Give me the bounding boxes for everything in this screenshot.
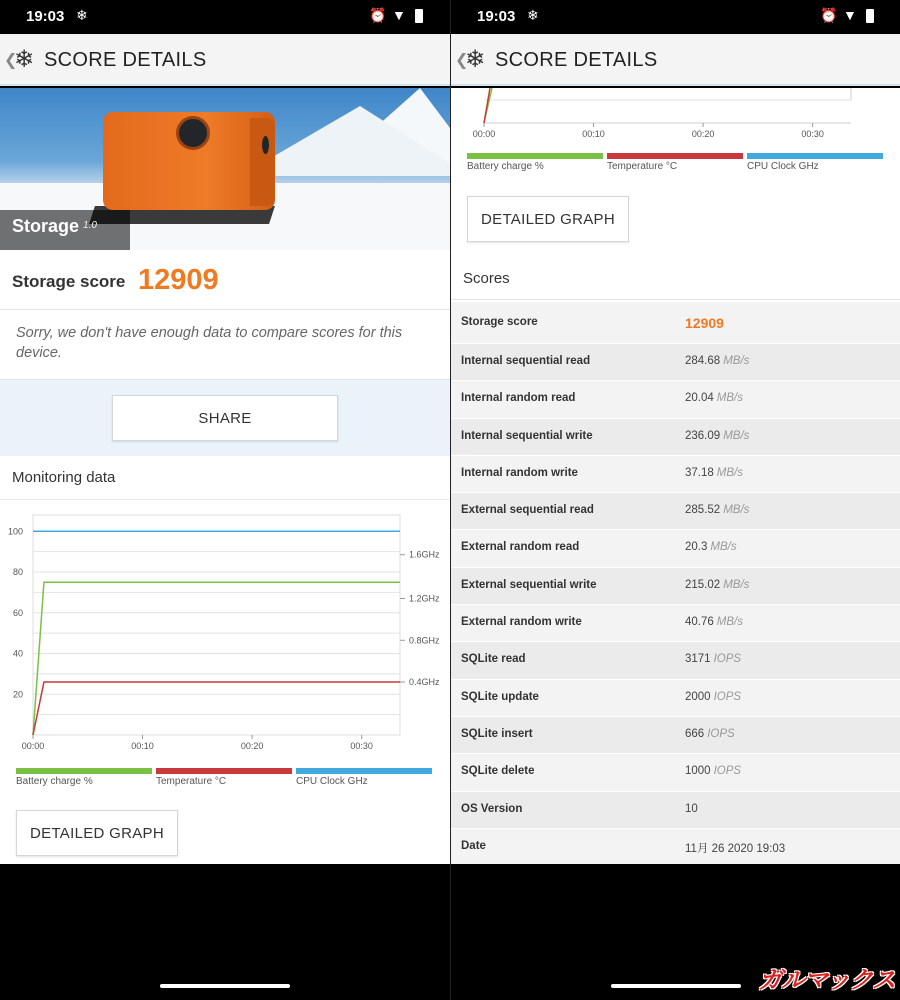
wifi-icon: ▼ <box>843 7 857 23</box>
snowflake-icon: ❄ <box>76 7 88 23</box>
share-button[interactable]: SHARE <box>112 395 338 441</box>
legend-swatch <box>296 768 432 774</box>
legend-item <box>607 153 743 172</box>
legend-item <box>296 768 432 787</box>
legend-item <box>16 768 152 787</box>
app-bar <box>451 34 900 86</box>
score-row <box>451 717 900 754</box>
score-row-unit: IOPS <box>713 765 742 778</box>
score-row-value: 20.3 MB/s <box>685 541 737 554</box>
score-row-unit: MB/s <box>710 541 737 554</box>
score-row-unit: MB/s <box>723 578 750 591</box>
score-row-label: Internal random read <box>461 392 576 405</box>
score-row <box>451 754 900 791</box>
y2-tick-label: 0.8GHz <box>409 635 440 646</box>
legend-swatch <box>607 153 743 159</box>
score-row-unit: MB/s <box>716 616 743 629</box>
scores-header <box>451 256 900 300</box>
x-tick-label: 00:20 <box>240 741 264 751</box>
score-row <box>451 493 900 530</box>
score-row-label: SQLite delete <box>461 765 535 778</box>
back-chevron-icon[interactable]: ❮ <box>455 52 469 69</box>
snowflake-logo-icon: ❄ <box>14 46 35 73</box>
score-row-label: SQLite read <box>461 653 526 666</box>
score-row-value: 12909 <box>685 315 724 331</box>
x-tick-label: 00:10 <box>582 129 605 139</box>
score-row-label: SQLite insert <box>461 727 533 740</box>
y-tick-label: 100 <box>7 526 23 537</box>
score-row-unit: IOPS <box>707 727 735 740</box>
test-version: 1.0 <box>83 220 97 231</box>
score-row-unit: IOPS <box>713 653 742 666</box>
status-time: 19:03 <box>26 8 65 25</box>
score-row <box>451 456 900 493</box>
score-row-value: 1000 IOPS <box>685 765 742 778</box>
legend-swatch <box>16 768 152 774</box>
x-tick-label: 00:30 <box>801 129 824 139</box>
score-label: Storage score <box>12 272 126 291</box>
monitoring-header <box>0 456 450 500</box>
score-row-value: 666 IOPS <box>685 727 735 740</box>
y-tick-label: 80 <box>12 567 23 578</box>
score-row <box>451 829 900 864</box>
legend-label: Temperature °C <box>607 161 678 172</box>
chart-legend <box>0 768 450 790</box>
legend-label: CPU Clock GHz <box>747 161 819 172</box>
x-tick-label: 00:10 <box>131 741 154 751</box>
alarm-icon: ⏰ <box>369 7 387 23</box>
storage-hero-image <box>0 88 450 250</box>
score-row-label: SQLite update <box>461 690 539 703</box>
score-row-unit: IOPS <box>713 690 742 703</box>
y-tick-label: 20 <box>12 689 23 700</box>
score-row <box>451 381 900 418</box>
score-row-value: 2000 IOPS <box>685 690 742 703</box>
status-time: 19:03 <box>477 8 516 25</box>
x-tick-label: 00:20 <box>691 129 715 139</box>
page-title: SCORE DETAILS <box>495 49 658 71</box>
score-row-unit: MB/s <box>723 504 750 517</box>
score-row <box>451 680 900 717</box>
snowflake-icon: ❄ <box>527 7 539 23</box>
y2-tick-label: 1.6GHz <box>409 549 440 560</box>
x-tick-label: 00:00 <box>472 129 496 139</box>
app-bar <box>0 34 450 86</box>
legend-label: Battery charge % <box>467 161 544 172</box>
monitoring-title: Monitoring data <box>12 469 116 486</box>
monitoring-chart <box>0 500 450 780</box>
status-bar <box>451 0 900 34</box>
y-tick-label: 40 <box>12 648 23 659</box>
legend-label: Battery charge % <box>16 776 93 787</box>
chart-legend <box>451 153 900 175</box>
score-row-label: Internal sequential read <box>461 355 591 367</box>
score-row <box>451 605 900 642</box>
alarm-icon: ⏰ <box>820 7 838 23</box>
legend-item <box>467 153 603 172</box>
legend-item <box>747 153 883 172</box>
watermark-logo: ガルマックス <box>758 967 895 994</box>
score-row-unit: MB/s <box>716 392 743 405</box>
y2-tick-label: 0.4GHz <box>409 677 440 688</box>
legend-swatch <box>747 153 883 159</box>
monitoring-chart-scrolled <box>451 88 900 138</box>
home-indicator[interactable] <box>611 984 741 988</box>
score-row-value: 11月 26 2020 19:03 <box>685 842 786 855</box>
x-tick-label: 00:00 <box>21 741 45 751</box>
y-tick-label: 60 <box>12 607 23 618</box>
y2-tick-label: 1.2GHz <box>409 593 440 604</box>
legend-swatch <box>467 153 603 159</box>
legend-swatch <box>156 768 292 774</box>
score-row <box>451 302 900 344</box>
score-row-label: Date <box>461 839 486 852</box>
share-area <box>0 380 450 456</box>
score-row-unit: MB/s <box>723 355 750 367</box>
score-row-label: External sequential read <box>461 504 594 517</box>
score-row-value: 215.02 MB/s <box>685 578 750 591</box>
compare-notice: Sorry, we don't have enough data to compare scores for this device. <box>0 310 450 380</box>
nav-bar <box>0 864 450 1000</box>
score-row <box>451 530 900 567</box>
chart-svg <box>0 500 450 760</box>
series-line <box>484 88 490 123</box>
score-row <box>451 792 900 829</box>
score-row-value: 40.76 MB/s <box>685 616 743 629</box>
home-indicator[interactable] <box>160 984 290 988</box>
score-row-label: Internal random write <box>461 466 578 479</box>
page-title: SCORE DETAILS <box>44 49 207 71</box>
battery-icon <box>415 9 423 23</box>
score-row-value: 20.04 MB/s <box>685 392 743 405</box>
score-row-unit: MB/s <box>723 429 750 442</box>
score-row-label: Storage score <box>461 316 538 328</box>
plot-area <box>33 515 400 735</box>
chart-svg <box>451 88 900 144</box>
score-row <box>451 642 900 679</box>
score-row <box>451 344 900 381</box>
score-row-label: External sequential write <box>461 578 597 591</box>
score-row <box>451 568 900 605</box>
legend-item <box>156 768 292 787</box>
score-row-value: 10 <box>685 802 698 815</box>
score-row-value: 236.09 MB/s <box>685 429 750 442</box>
back-chevron-icon[interactable]: ❮ <box>4 52 18 69</box>
legend-label: CPU Clock GHz <box>296 776 368 787</box>
score-row-label: OS Version <box>461 802 523 815</box>
detailed-graph-button[interactable]: DETAILED GRAPH <box>16 810 178 856</box>
score-row-unit: MB/s <box>716 466 743 479</box>
battery-icon <box>866 9 874 23</box>
x-tick-label: 00:30 <box>350 741 373 751</box>
score-row <box>451 419 900 456</box>
snowflake-logo-icon: ❄ <box>465 46 486 73</box>
test-name: Storage <box>12 216 80 236</box>
status-bar <box>0 0 450 34</box>
score-row-value: 285.52 MB/s <box>685 504 750 517</box>
score-value: 12909 <box>138 264 219 296</box>
legend-label: Temperature °C <box>156 776 227 787</box>
scores-table <box>451 302 900 864</box>
scores-title: Scores <box>463 270 510 287</box>
score-row-value: 284.68 MB/s <box>685 355 750 367</box>
detailed-graph-button[interactable]: DETAILED GRAPH <box>467 196 629 242</box>
nav-bar <box>451 864 900 1000</box>
wifi-icon: ▼ <box>392 7 406 23</box>
score-row-value: 37.18 MB/s <box>685 466 743 479</box>
score-row-label: External random read <box>461 541 580 554</box>
content-area[interactable] <box>451 88 900 864</box>
score-summary <box>0 250 450 310</box>
right-screen <box>450 0 900 1000</box>
content-area[interactable] <box>0 88 450 864</box>
score-row-label: Internal sequential write <box>461 429 593 442</box>
score-row-value: 3171 IOPS <box>685 653 742 666</box>
score-row-label: External random write <box>461 616 582 629</box>
